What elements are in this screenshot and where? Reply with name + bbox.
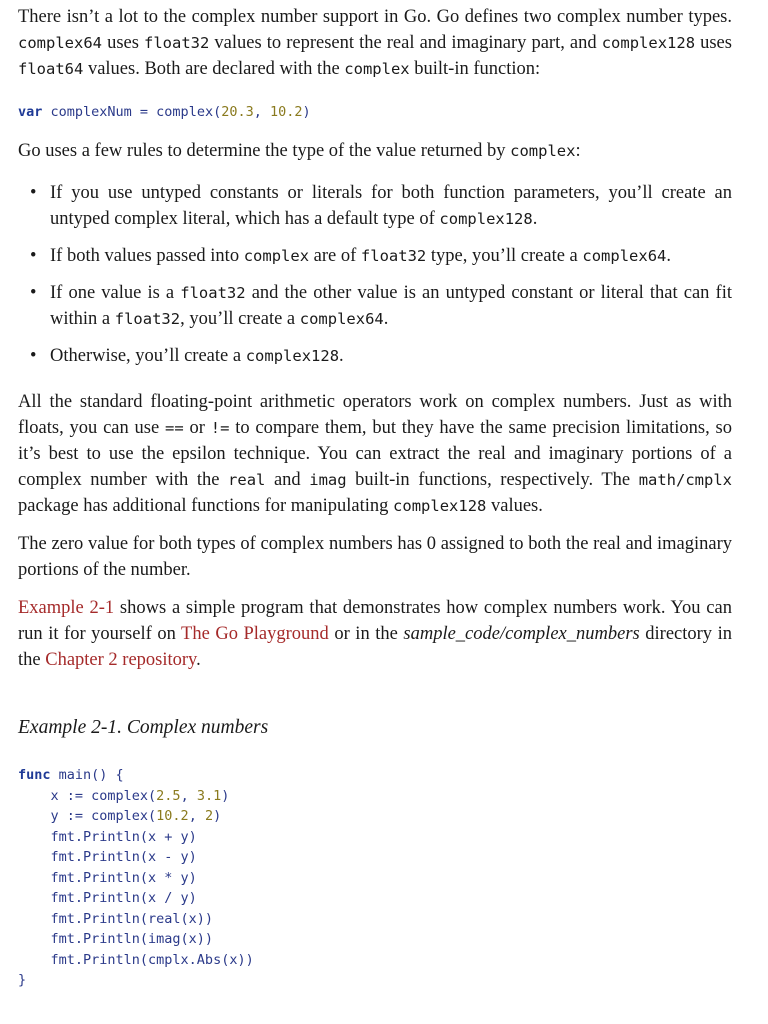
text: . [532, 209, 538, 229]
example-title: Example 2-1. Complex numbers [18, 717, 269, 738]
text: uses [695, 33, 732, 53]
inline-code: complex64 [582, 247, 667, 265]
text: All the standard floating-point arithmetic operators work on complex numbers. Just as with floats, you can use [18, 392, 732, 438]
inline-code: complex [243, 247, 310, 265]
text: or in the [328, 624, 404, 644]
code-number: 2 [204, 808, 214, 824]
bullet-icon: • [30, 283, 37, 303]
inline-code: float32 [144, 34, 210, 52]
code-number: 2.5 [156, 787, 181, 804]
inline-code: real [228, 471, 266, 489]
bullet-icon: • [30, 346, 37, 366]
code-line: fmt.Println(x - y) [18, 849, 197, 865]
rules-list [18, 180, 732, 369]
text: and [265, 470, 310, 490]
code-number: 10.2 [269, 104, 303, 120]
text: . [196, 650, 201, 670]
text: There isn’t a lot to the complex number support in Go. Go defines two complex number types. [18, 7, 732, 27]
code-line: fmt.Println(x / y) [18, 890, 197, 906]
code-line: fmt.Println(real(x)) [18, 910, 214, 927]
inline-code: complex64 [299, 310, 384, 328]
code-text: y := complex( [18, 808, 157, 824]
example-link[interactable]: Example 2-1 [18, 598, 115, 618]
zero-value-paragraph [18, 531, 732, 583]
go-playground-link[interactable]: The Go Playground [181, 624, 329, 644]
inline-code: float32 [114, 310, 181, 328]
inline-code: != [210, 419, 230, 437]
code-number: 3.1 [196, 787, 222, 804]
inline-code: complex128 [439, 210, 533, 228]
text: Otherwise, you’ll create a [50, 346, 246, 366]
bullet-icon: • [30, 183, 37, 203]
code-text: main() { [50, 767, 124, 783]
text: are of [309, 246, 361, 266]
text: : [575, 141, 581, 161]
list-item [30, 280, 732, 332]
code-line: fmt.Println(cmplx.Abs(x)) [18, 951, 254, 968]
code-block-example [18, 765, 732, 991]
inline-code: complex128 [601, 34, 696, 52]
example-intro-paragraph [18, 595, 732, 673]
code-text: ) [302, 104, 311, 120]
directory-path: sample_code/complex_numbers [403, 624, 640, 644]
list-item [30, 343, 732, 369]
code-snippet-declaration [18, 102, 732, 122]
code-keyword: var [18, 104, 43, 120]
text: Go uses a few rules to determine the type of the value returned by [18, 141, 511, 161]
code-line: } [18, 972, 27, 988]
bullet-icon: • [30, 246, 37, 266]
inline-code: imag [309, 471, 347, 489]
text: If you use untyped constants or literals for both function parameters, you’ll create an untyped complex literal, which has a default type of [50, 183, 732, 229]
text: shows a simple program that demonstrates how complex numbers work. You can run it for yourself on [18, 598, 732, 644]
inline-code: complex [510, 142, 576, 160]
code-keyword: func [18, 767, 51, 783]
text: values. Both are declared with the [83, 59, 345, 79]
text: uses [102, 33, 145, 53]
code-text: ) [213, 808, 222, 824]
inline-code: complex64 [18, 34, 102, 52]
inline-code: complex128 [393, 497, 487, 515]
text: If one value is a [50, 283, 181, 303]
inline-code: float32 [180, 284, 246, 302]
text: , you’ll create a [180, 309, 300, 329]
text: . [666, 246, 672, 266]
text: or [183, 418, 211, 438]
code-text: , [188, 808, 205, 824]
inline-code: float64 [18, 60, 84, 78]
code-number: 10.2 [156, 808, 189, 824]
inline-code: complex128 [245, 347, 340, 365]
intro-paragraph [18, 4, 732, 82]
list-item [30, 243, 732, 269]
text: and the other value is an untyped constant or literal that can fit within a [50, 283, 732, 329]
text: . [339, 346, 344, 366]
chapter-repository-link[interactable]: Chapter 2 repository [45, 650, 197, 670]
text: If both values passed into [50, 246, 244, 266]
text: type, you’ll create a [426, 246, 583, 266]
text: . [383, 309, 389, 329]
text: values. [486, 496, 543, 516]
inline-code: float32 [360, 247, 427, 265]
code-text: , [253, 104, 270, 120]
code-number: 20.3 [221, 104, 254, 120]
rules-intro-paragraph [18, 138, 732, 164]
operators-paragraph [18, 389, 732, 519]
code-text: ) [221, 787, 230, 804]
text: built-in function: [409, 59, 541, 79]
text: to compare them, but they have the same precision limitations, so it’s best to use the epsilon technique. You can extract the real and imaginary portions of a complex number with the [18, 418, 732, 490]
code-text: complexNum = complex( [42, 104, 222, 120]
code-text: , [180, 787, 197, 804]
code-line: fmt.Println(x * y) [18, 869, 197, 886]
inline-code: complex [344, 60, 410, 78]
text: values to represent the real and imaginary part, and [209, 33, 602, 53]
inline-code: math/cmplx [638, 471, 733, 489]
code-line: fmt.Println(imag(x)) [18, 931, 214, 947]
text: built-in functions, respectively. The [346, 470, 639, 490]
list-item [30, 180, 732, 232]
code-line: fmt.Println(x + y) [18, 828, 197, 845]
inline-code: == [165, 419, 184, 437]
code-text: x := complex( [18, 787, 157, 804]
text: directory in the [18, 624, 732, 670]
text: package has additional functions for manipulating [18, 496, 394, 516]
text: The zero value for both types of complex numbers has 0 assigned to both the real and imaginary portions of the number. [18, 534, 732, 580]
